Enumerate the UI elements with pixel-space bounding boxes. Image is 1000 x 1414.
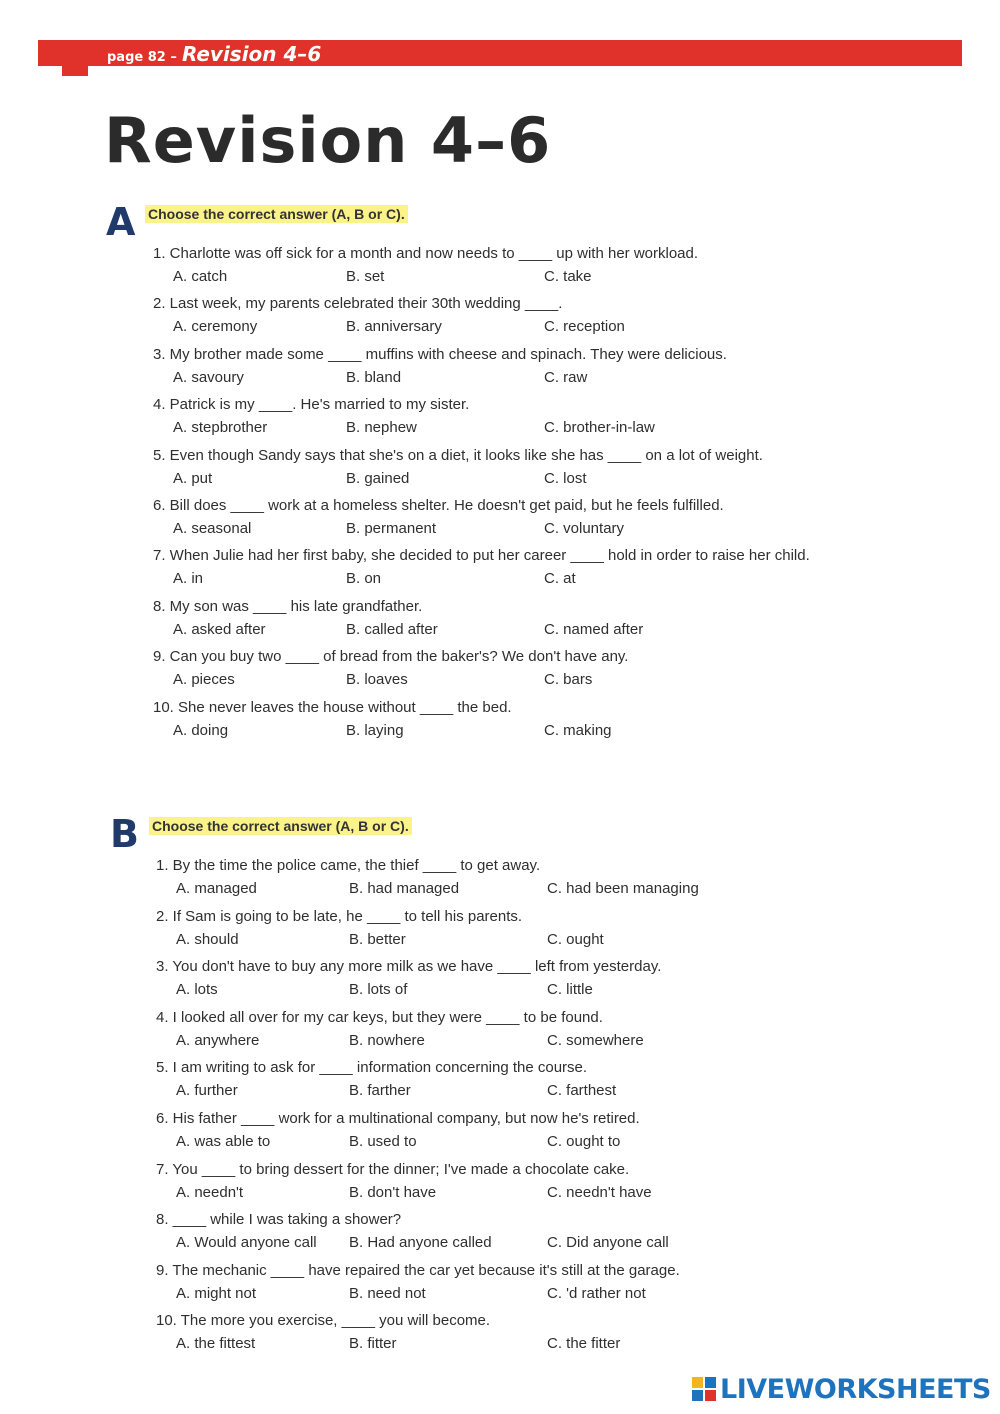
logo-grid-icon	[692, 1377, 716, 1401]
liveworksheets-logo[interactable]	[692, 1374, 991, 1404]
option-b[interactable]: B. called after	[346, 620, 438, 638]
option-b[interactable]: B. used to	[349, 1133, 417, 1150]
option-a[interactable]: A. savoury	[173, 368, 244, 386]
option-b[interactable]: B. nowhere	[349, 1031, 425, 1049]
option-b[interactable]: B. fitter	[349, 1335, 397, 1353]
option-a[interactable]: A. managed	[176, 880, 257, 897]
option-b[interactable]: B. set	[346, 268, 385, 285]
option-b[interactable]: B. nephew	[346, 419, 417, 437]
option-a[interactable]: A. catch	[173, 268, 228, 285]
option-b[interactable]: B. gained	[346, 469, 410, 487]
option-b[interactable]: B. farther	[349, 1082, 411, 1100]
option-b[interactable]: B. don't have	[349, 1183, 437, 1201]
option-a[interactable]: A. stepbrother	[173, 419, 268, 437]
option-a[interactable]: A. needn't	[176, 1183, 244, 1201]
question-text: 3. My brother made some ____ muffins with cheese and spinach. They were delicious.	[153, 345, 727, 363]
option-c[interactable]: C. the fitter	[547, 1335, 621, 1353]
option-c[interactable]: C. Did anyone call	[547, 1234, 669, 1252]
question-text: 10. She never leaves the house without ____ the bed.	[153, 698, 512, 716]
question-text: 4. Patrick is my ____. He's married to my sister.	[153, 396, 470, 414]
question-text: 6. Bill does ____ work at a homeless shelter. He doesn't get paid, but he feels fulfilled.	[153, 497, 724, 514]
option-c[interactable]: C. somewhere	[547, 1031, 644, 1049]
option-b[interactable]: B. anniversary	[346, 318, 442, 336]
option-a[interactable]: A. put	[173, 469, 213, 487]
option-c[interactable]: C. bars	[544, 671, 593, 689]
question-text: 4. I looked all over for my car keys, but they were ____ to be found.	[156, 1008, 603, 1026]
question-text: 2. If Sam is going to be late, he ____ to tell his parents.	[156, 907, 523, 925]
option-a[interactable]: A. was able to	[176, 1133, 271, 1150]
question-text: 1. By the time the police came, the thief ____ to get away.	[156, 857, 541, 874]
option-b[interactable]: B. had managed	[349, 880, 460, 897]
option-c[interactable]: C. ought to	[547, 1133, 621, 1150]
option-c[interactable]: C. at	[544, 570, 576, 588]
option-a[interactable]: A. might not	[176, 1284, 257, 1302]
section-a-letter: A	[106, 200, 136, 244]
option-a[interactable]: A. further	[176, 1082, 238, 1100]
option-a[interactable]: A. should	[176, 930, 239, 948]
question-text: 10. The more you exercise, ____ you will become.	[156, 1312, 491, 1330]
option-b[interactable]: B. loaves	[346, 671, 408, 689]
section-a-instruction: Choose the correct answer (A, B or C).	[145, 205, 408, 223]
option-c[interactable]: C. lost	[544, 469, 587, 487]
option-c[interactable]: C. named after	[544, 620, 644, 638]
question-text: 6. His father ____ work for a multinational company, but now he's retired.	[156, 1110, 640, 1127]
question-text: 2. Last week, my parents celebrated their 30th wedding ____.	[153, 295, 563, 313]
option-b[interactable]: B. permanent	[346, 520, 437, 537]
option-a[interactable]: A. the fittest	[176, 1335, 256, 1353]
option-b[interactable]: B. better	[349, 930, 406, 948]
option-a[interactable]: A. doing	[173, 721, 229, 739]
option-c[interactable]: C. needn't have	[547, 1183, 652, 1201]
option-c[interactable]: C. ought	[547, 930, 604, 948]
option-b[interactable]: B. laying	[346, 721, 404, 739]
header-text	[107, 42, 321, 66]
logo-text: LIVEWORKSHEETS	[720, 1373, 991, 1405]
option-a[interactable]: A. pieces	[173, 671, 235, 689]
option-a[interactable]: A. asked after	[173, 620, 266, 638]
option-b[interactable]: B. need not	[349, 1284, 426, 1302]
question-text: 8. My son was ____ his late grandfather.	[153, 597, 423, 615]
question-text: 9. The mechanic ____ have repaired the car yet because it's still at the garage.	[156, 1261, 680, 1279]
option-c[interactable]: C. take	[544, 268, 592, 285]
option-a[interactable]: A. seasonal	[173, 520, 252, 537]
header-revision-title: Revision 4–6	[181, 42, 322, 66]
option-c[interactable]: C. reception	[544, 318, 625, 336]
question-text: 7. When Julie had her first baby, she decided to put her career ____ hold in order to raise her child.	[153, 547, 810, 565]
option-c[interactable]: C. 'd rather not	[547, 1284, 646, 1302]
option-c[interactable]: C. making	[544, 721, 612, 739]
option-c[interactable]: C. brother-in-law	[544, 419, 655, 437]
page-label: page 82 –	[107, 50, 177, 65]
option-b[interactable]: B. bland	[346, 368, 402, 386]
option-a[interactable]: A. in	[173, 570, 204, 588]
option-b[interactable]: B. lots of	[349, 981, 408, 999]
option-a[interactable]: A. Would anyone call	[176, 1234, 317, 1252]
question-text: 5. I am writing to ask for ____ information concerning the course.	[156, 1059, 588, 1077]
option-c[interactable]: C. farthest	[547, 1082, 617, 1100]
page-title: Revision 4–6	[104, 104, 552, 177]
option-c[interactable]: C. raw	[544, 368, 588, 386]
option-b[interactable]: B. Had anyone called	[349, 1234, 492, 1252]
question-text: 8. ____ while I was taking a shower?	[156, 1211, 402, 1229]
option-a[interactable]: A. lots	[176, 981, 218, 999]
question-text: 1. Charlotte was off sick for a month and now needs to ____ up with her workload.	[153, 245, 699, 262]
section-b-instruction: Choose the correct answer (A, B or C).	[149, 817, 412, 835]
option-c[interactable]: C. had been managing	[547, 880, 699, 897]
option-c[interactable]: C. voluntary	[544, 520, 625, 537]
question-text: 9. Can you buy two ____ of bread from the baker's? We don't have any.	[153, 648, 629, 666]
option-b[interactable]: B. on	[346, 570, 382, 588]
question-text: 5. Even though Sandy says that she's on a diet, it looks like she has ____ on a lot of weight.	[153, 446, 763, 464]
section-b-letter: B	[110, 812, 139, 856]
option-a[interactable]: A. ceremony	[173, 318, 258, 336]
question-text: 3. You don't have to buy any more milk as we have ____ left from yesterday.	[156, 958, 662, 976]
option-a[interactable]: A. anywhere	[176, 1031, 260, 1049]
question-text: 7. You ____ to bring dessert for the dinner; I've made a chocolate cake.	[156, 1160, 630, 1178]
option-c[interactable]: C. little	[547, 981, 593, 999]
banner-tab	[62, 56, 88, 76]
